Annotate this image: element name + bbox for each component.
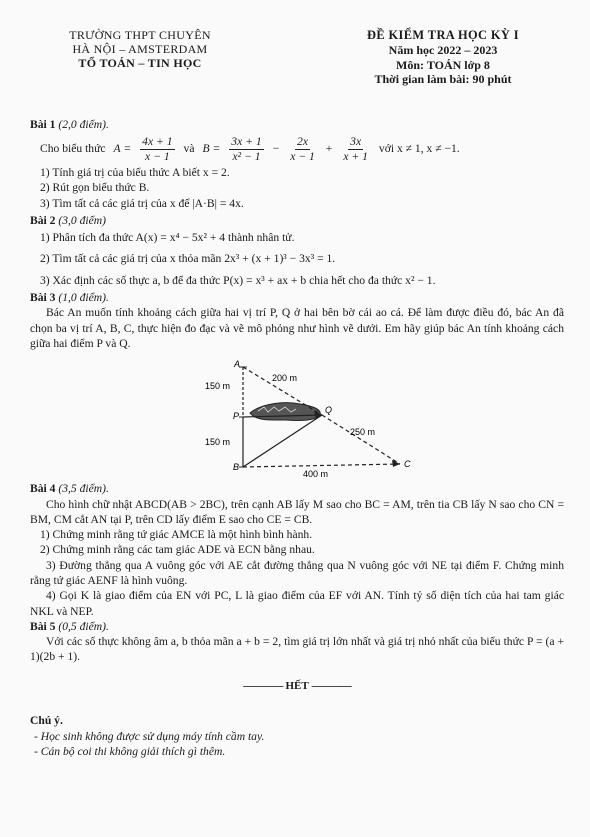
fraction-b1 <box>229 135 263 163</box>
label-p: P <box>233 411 240 422</box>
header <box>30 28 564 87</box>
problem-2 <box>30 213 564 288</box>
exam-info <box>328 28 558 87</box>
pond-figure <box>0 357 590 480</box>
fraction-b3 <box>341 135 370 163</box>
problem-5 <box>30 619 564 665</box>
end-marker <box>30 679 564 694</box>
len-ap: 150 m <box>205 381 231 392</box>
fraction-b2-num: 2x <box>297 135 308 149</box>
problem-2-q1: 1) Phân tích đa thức A(x) = x⁴ − 5x² + 4 thành nhân tử. <box>40 231 295 245</box>
problem-5-points: (0,5 điểm). <box>58 619 109 633</box>
problem-2-points: (3,0 điểm) <box>58 213 107 227</box>
problem-1-points: (2,0 điểm). <box>58 118 109 131</box>
problem-1-q2: 2) Rút gọn biểu thức B. <box>40 181 150 195</box>
end-text: HẾT <box>285 679 309 692</box>
fraction-a <box>140 135 174 163</box>
problem-3-points: (1,0 điểm). <box>58 291 109 305</box>
condition-text: với x ≠ 1, x ≠ −1. <box>378 142 460 156</box>
problem-2-q2: 2) Tìm tất cả các giá trị của x thỏa mãn 2x³ + (x + 1)³ − 3x³ = 1. <box>40 252 336 266</box>
fraction-b3-num: 3x <box>350 135 362 149</box>
and-text: và <box>183 142 195 156</box>
note-line-2: - Cán bộ coi thi không giải thích gì thêm. <box>34 744 226 758</box>
school-block <box>40 28 240 70</box>
b-label: B = <box>202 142 221 156</box>
len-bc: 400 m <box>303 469 329 480</box>
school-line2: HÀ NỘI – AMSTERDAM <box>72 42 208 57</box>
exam-title: ĐỀ KIỂM TRA HỌC KỲ I <box>366 28 519 42</box>
problem-1-q3: 3) Tìm tất cả các giá trị của x để |A·B| = 4x. <box>40 196 244 210</box>
problem-3-label: Bài 3 <box>30 291 56 305</box>
fraction-b2 <box>288 135 317 163</box>
segment-bq <box>243 415 322 467</box>
minus-sign: − <box>272 142 280 156</box>
problem-2-label: Bài 2 <box>30 213 56 227</box>
problem-3 <box>30 290 564 351</box>
pond-diagram <box>0 357 590 479</box>
problem-1-label: Bài 1 <box>30 118 56 131</box>
note-line-1: - Học sinh không được sử dụng máy tính cầm tay. <box>34 729 265 743</box>
problem-1 <box>30 117 564 211</box>
a-label: A = <box>113 142 132 156</box>
len-pb: 150 m <box>205 437 231 448</box>
exam-time: Thời gian làm bài: 90 phút <box>374 72 512 87</box>
expression-row <box>30 135 564 163</box>
label-a: A <box>234 359 241 370</box>
problem-4-q1: 1) Chứng minh rằng tứ giác AMCE là một hình bình hành. <box>40 528 313 542</box>
subject: Môn: TOÁN lớp 8 <box>396 57 490 72</box>
segment-bc <box>243 464 400 467</box>
problem-4-text: Cho hình chữ nhật ABCD(AB > 2BC), trên cạnh AB lấy M sao cho BC = AM, trên tia CB lấy N sao cho CN = BM, CM cắt AN tại P, trên CD lấy điểm E sao cho CE = CB. <box>30 497 564 526</box>
len-qc: 250 m <box>350 427 376 438</box>
end-dash-right: --------------- <box>311 679 352 692</box>
dept-name: TỔ TOÁN – TIN HỌC <box>78 56 202 71</box>
segment-qc <box>322 415 400 464</box>
fraction-b2-den: x − 1 <box>290 149 315 163</box>
school-year: Năm học 2022 – 2023 <box>388 43 498 58</box>
label-b: B <box>233 462 240 473</box>
label-c: C <box>404 459 411 470</box>
problem-4-points: (3,5 điểm). <box>58 482 109 496</box>
problem-4-q2: 2) Chứng minh rằng các tam giác ADE và ECN bằng nhau. <box>40 543 315 557</box>
problem-4-q3: 3) Đường thẳng qua A vuông góc với AE cắt đường thẳng qua N vuông góc với NE tại điểm F. Chứng minh rằng tứ giác AENF là hình vuông. <box>30 558 564 587</box>
problem-5-text: Với các số thực không âm a, b thỏa mãn a + b = 2, tìm giá trị lớn nhất và giá trị nhỏ nhất của biểu thức P = (a + 1)(2b + 1). <box>30 635 564 664</box>
plus-sign: + <box>325 142 333 156</box>
fraction-b1-num: 3x + 1 <box>231 135 262 149</box>
intro-text: Cho biểu thức <box>40 142 106 156</box>
len-aq: 200 m <box>272 373 298 384</box>
fraction-b3-den: x + 1 <box>343 149 368 163</box>
problem-2-q3: 3) Xác định các số thực a, b để đa thức P(x) = x³ + ax + b chia hết cho đa thức x² − 1. <box>40 273 436 287</box>
problem-5-label: Bài 5 <box>30 619 56 633</box>
school-line1: TRƯỜNG THPT CHUYÊN <box>69 28 211 42</box>
fraction-b1-den: x² − 1 <box>232 149 261 163</box>
fraction-a-den: x − 1 <box>145 149 170 163</box>
problem-4 <box>30 481 564 619</box>
note-title: Chú ý. <box>30 714 63 728</box>
problem-3-text: Bác An muốn tính khoảng cách giữa hai vị trí P, Q ở hai bên bờ cái ao cá. Để làm được điều đó, bác An đã chọn ba vị trí A, B, C, thực hiện đo đạc và vẽ mô phỏng như hình vẽ dưới. Em hãy giúp bác An tính khoảng cách giữa hai điểm P và Q. <box>30 306 564 350</box>
label-q: Q <box>325 405 333 416</box>
note-block <box>30 713 564 759</box>
end-dash-left: --------------- <box>242 679 283 692</box>
pond-shape <box>250 403 320 421</box>
problem-1-q1: 1) Tính giá trị của biểu thức A biết x = 2. <box>40 165 230 179</box>
fraction-a-num: 4x + 1 <box>142 135 173 149</box>
problem-4-q4: 4) Gọi K là giao điểm của EN với PC, L là giao điểm của EF với AN. Tính tỷ số diện tích của hai tam giác NKL và NEP. <box>30 589 564 618</box>
problem-4-label: Bài 4 <box>30 482 56 496</box>
